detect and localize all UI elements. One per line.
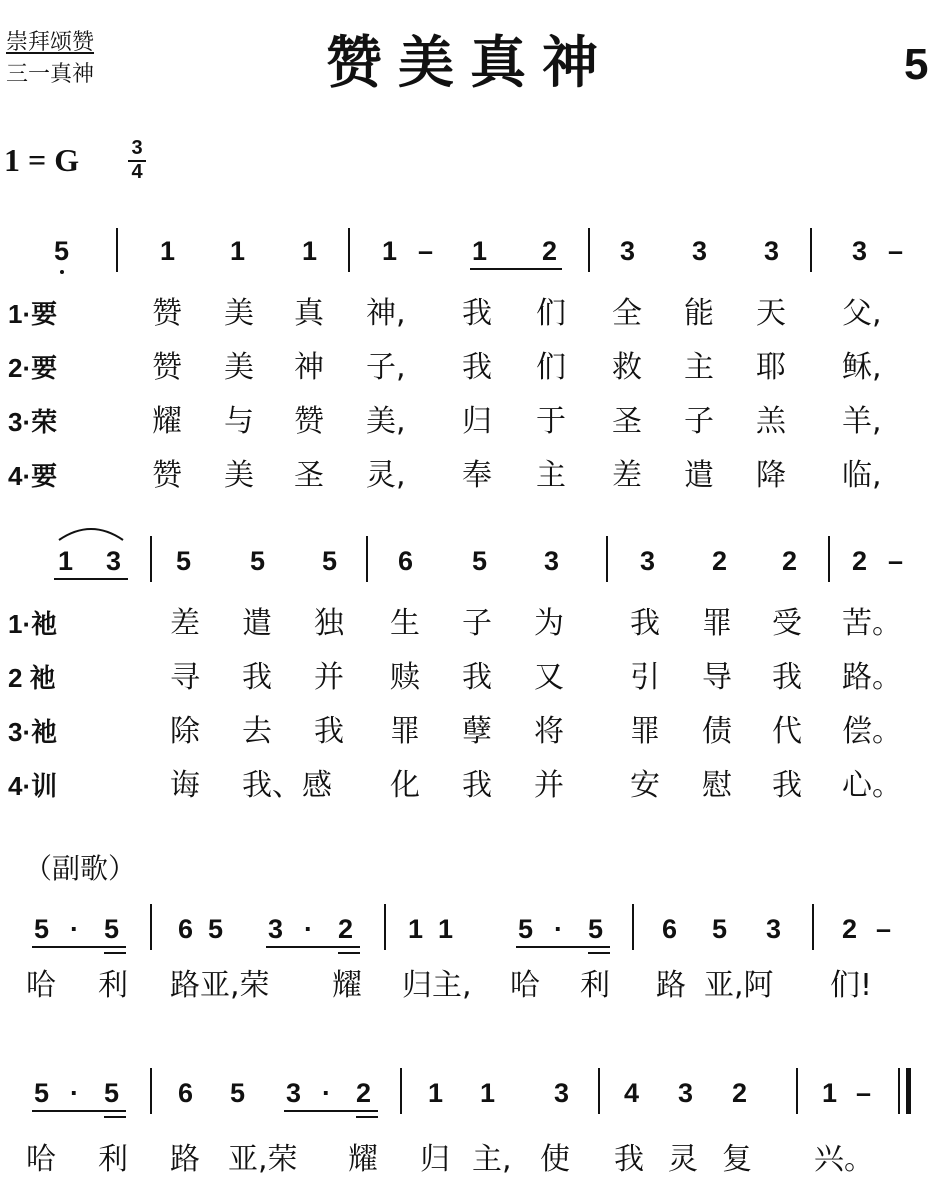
note: 2	[732, 1078, 748, 1108]
lyric: 降	[756, 458, 786, 493]
beam-underline-double	[338, 952, 360, 954]
note: 6	[178, 914, 194, 944]
lyric: 真	[294, 296, 324, 331]
time-signature-bottom: 4	[131, 161, 143, 183]
chorus-label: （副歌）	[24, 852, 137, 885]
lyric: 灵,	[366, 458, 406, 493]
lyric: 我	[462, 768, 492, 803]
lyric: 们	[536, 296, 566, 331]
lyric: 主,	[472, 1142, 512, 1177]
verse-label: 1·要	[8, 299, 58, 329]
barline	[606, 536, 608, 582]
lyric: 父,	[842, 296, 882, 331]
lyric: 亚,阿	[704, 968, 774, 1003]
note: 5	[230, 1078, 246, 1108]
note: 2	[712, 546, 728, 576]
verse-label: 4·训	[8, 771, 58, 801]
dot-rhythm: ·	[554, 914, 563, 944]
lyric: 能	[684, 296, 714, 331]
note: 2	[542, 236, 558, 266]
lyric: 耀	[332, 968, 362, 1003]
lyric: 哈	[510, 968, 540, 1003]
lyric: 们	[536, 350, 566, 385]
note: 3	[678, 1078, 694, 1108]
beam-underline-double	[104, 952, 126, 954]
lyric: 差	[612, 458, 642, 493]
lyric: 子	[684, 404, 714, 439]
note: 5	[176, 546, 192, 576]
dash: –	[856, 1078, 872, 1108]
low-octave-dot	[60, 270, 64, 274]
time-signature-top: 3	[131, 137, 143, 159]
lyric: 独	[314, 606, 344, 641]
dot-rhythm: ·	[304, 914, 313, 944]
beam-underline	[54, 578, 128, 580]
barline	[366, 536, 368, 582]
beam-underline	[516, 946, 610, 948]
dash: –	[888, 236, 904, 266]
note: 1	[382, 236, 398, 266]
lyric: 耀	[152, 404, 182, 439]
lyric: 主	[684, 350, 714, 385]
lyric: 我	[462, 350, 492, 385]
note: 1	[428, 1078, 444, 1108]
final-barline-thin	[898, 1068, 900, 1114]
lyric: 归	[462, 404, 492, 439]
note: 1	[58, 546, 74, 576]
lyric: 我	[614, 1142, 644, 1177]
lyric: 圣	[612, 404, 642, 439]
lyric: 美,	[366, 404, 406, 439]
beam-underline	[32, 1110, 126, 1112]
lyric: 羔	[756, 404, 786, 439]
dash: –	[418, 236, 434, 266]
lyric: 诲	[170, 768, 200, 803]
lyric: 稣,	[842, 350, 882, 385]
lyric: 罪	[702, 606, 732, 641]
lyric: 差	[170, 606, 200, 641]
lyric: 灵	[668, 1142, 698, 1177]
lyric: 罪	[630, 714, 660, 749]
note: 1	[230, 236, 246, 266]
verse-label: 2·要	[8, 353, 58, 383]
lyric: 耀	[348, 1142, 378, 1177]
lyric: 债	[702, 714, 732, 749]
note: 3	[544, 546, 560, 576]
lyric: 我	[772, 768, 802, 803]
lyric: 子,	[366, 350, 406, 385]
lyric: 赎	[390, 660, 420, 695]
lyric: 我	[630, 606, 660, 641]
note: 5	[34, 914, 50, 944]
lyric: 兴。	[814, 1142, 874, 1177]
lyric: 路。	[842, 660, 902, 695]
barline	[810, 228, 812, 272]
slur-tie	[56, 522, 126, 542]
note: 4	[624, 1078, 640, 1108]
barline	[796, 1068, 798, 1114]
note: 6	[398, 546, 414, 576]
lyric: 利	[98, 968, 128, 1003]
beam-underline-double	[356, 1116, 378, 1118]
beam-underline-double	[104, 1116, 126, 1118]
dot-rhythm: ·	[70, 1078, 79, 1108]
lyric: 我	[242, 660, 272, 695]
lyric: 全	[612, 296, 642, 331]
verse-label: 2 祂	[8, 663, 56, 693]
lyric: 复	[722, 1142, 752, 1177]
note: 3	[106, 546, 122, 576]
lyric: 我	[314, 714, 344, 749]
lyric: 赞	[152, 458, 182, 493]
barline	[400, 1068, 402, 1114]
note: 1	[408, 914, 424, 944]
note: 5	[588, 914, 604, 944]
note: 3	[852, 236, 868, 266]
lyric: 们!	[830, 968, 873, 1003]
note: 1	[472, 236, 488, 266]
barline	[812, 904, 814, 950]
lyric: 受	[772, 606, 802, 641]
beam-underline	[32, 946, 126, 948]
dot-rhythm: ·	[322, 1078, 331, 1108]
lyric: 与	[224, 404, 254, 439]
note: 3	[554, 1078, 570, 1108]
barline	[828, 536, 830, 582]
lyric: 奉	[462, 458, 492, 493]
lyric: 我	[772, 660, 802, 695]
hymn-title: 赞美真神	[326, 30, 614, 96]
lyric: 慰	[702, 768, 732, 803]
lyric: 赞	[152, 296, 182, 331]
lyric: 安	[630, 768, 660, 803]
note: 5	[712, 914, 728, 944]
note: 5	[104, 914, 120, 944]
lyric: 临,	[842, 458, 882, 493]
note: 1	[438, 914, 454, 944]
category-label: 崇拜颂赞	[6, 30, 95, 55]
barline	[632, 904, 634, 950]
lyric: 代	[772, 714, 802, 749]
barline	[348, 228, 350, 272]
note: 3	[692, 236, 708, 266]
lyric: 我	[462, 296, 492, 331]
lyric: 路亚,荣	[170, 968, 270, 1003]
note: 3	[620, 236, 636, 266]
note: 3	[268, 914, 284, 944]
lyric: 归主,	[402, 968, 472, 1003]
barline	[588, 228, 590, 272]
lyric: 生	[390, 606, 420, 641]
note: 5	[250, 546, 266, 576]
lyric: 归	[420, 1142, 450, 1177]
barline	[384, 904, 386, 950]
lyric: 赞	[152, 350, 182, 385]
verse-label: 1·祂	[8, 609, 58, 639]
beam-underline	[266, 946, 360, 948]
note: 5	[54, 236, 70, 266]
lyric: 我	[462, 660, 492, 695]
subcategory-label: 三一真神	[6, 62, 95, 87]
lyric: 路	[656, 968, 686, 1003]
lyric: 又	[534, 660, 564, 695]
lyric: 羊,	[842, 404, 882, 439]
final-barline-thick	[906, 1068, 911, 1114]
note: 5	[208, 914, 224, 944]
key-signature: 1 = G	[4, 142, 80, 178]
beam-underline	[470, 268, 562, 270]
lyric: 并	[534, 768, 564, 803]
note: 5	[34, 1078, 50, 1108]
beam-underline-double	[588, 952, 610, 954]
lyric: 遣	[242, 606, 272, 641]
lyric: 导	[702, 660, 732, 695]
lyric: 心。	[842, 768, 902, 803]
lyric: 利	[98, 1142, 128, 1177]
verse-label: 4·要	[8, 461, 58, 491]
lyric: 天	[756, 296, 786, 331]
lyric: 利	[580, 968, 610, 1003]
lyric: 为	[534, 606, 564, 641]
note: 1	[822, 1078, 838, 1108]
note: 6	[662, 914, 678, 944]
lyric: 孽	[462, 714, 492, 749]
note: 1	[480, 1078, 496, 1108]
lyric: 哈	[26, 968, 56, 1003]
note: 2	[356, 1078, 372, 1108]
lyric: 除	[170, 714, 200, 749]
note: 2	[852, 546, 868, 576]
barline	[150, 904, 152, 950]
lyric: 圣	[294, 458, 324, 493]
lyric: 美	[224, 296, 254, 331]
note: 1	[302, 236, 318, 266]
note: 2	[782, 546, 798, 576]
lyric: 化	[390, 768, 420, 803]
lyric: 去	[242, 714, 272, 749]
lyric: 苦。	[842, 606, 902, 641]
note: 2	[338, 914, 354, 944]
lyric: 并	[314, 660, 344, 695]
barline	[598, 1068, 600, 1114]
barline	[116, 228, 118, 272]
dash: –	[876, 914, 892, 944]
lyric: 美	[224, 350, 254, 385]
verse-label: 3·荣	[8, 407, 58, 437]
beam-underline	[284, 1110, 378, 1112]
lyric: 遣	[684, 458, 714, 493]
dot-rhythm: ·	[70, 914, 79, 944]
lyric: 子	[462, 606, 492, 641]
lyric: 使	[540, 1142, 570, 1177]
lyric: 路	[170, 1142, 200, 1177]
lyric: 引	[630, 660, 660, 695]
verse-label: 3·祂	[8, 717, 58, 747]
lyric: 救	[612, 350, 642, 385]
hymn-number: 5	[904, 40, 929, 89]
note: 5	[104, 1078, 120, 1108]
barline	[150, 1068, 152, 1114]
note: 3	[640, 546, 656, 576]
note: 1	[160, 236, 176, 266]
lyric: 于	[536, 404, 566, 439]
note: 5	[472, 546, 488, 576]
lyric: 偿。	[842, 714, 902, 749]
lyric: 我、感	[242, 768, 332, 803]
note: 3	[764, 236, 780, 266]
lyric: 亚,荣	[228, 1142, 298, 1177]
lyric: 将	[534, 714, 564, 749]
lyric: 赞	[294, 404, 324, 439]
lyric: 神	[294, 350, 324, 385]
note: 3	[286, 1078, 302, 1108]
lyric: 寻	[170, 660, 200, 695]
dash: –	[888, 546, 904, 576]
barline	[150, 536, 152, 582]
lyric: 美	[224, 458, 254, 493]
note: 6	[178, 1078, 194, 1108]
lyric: 哈	[26, 1142, 56, 1177]
note: 2	[842, 914, 858, 944]
note: 5	[322, 546, 338, 576]
lyric: 主	[536, 458, 566, 493]
lyric: 神,	[366, 296, 406, 331]
lyric: 耶	[756, 350, 786, 385]
note: 3	[766, 914, 782, 944]
note: 5	[518, 914, 534, 944]
lyric: 罪	[390, 714, 420, 749]
